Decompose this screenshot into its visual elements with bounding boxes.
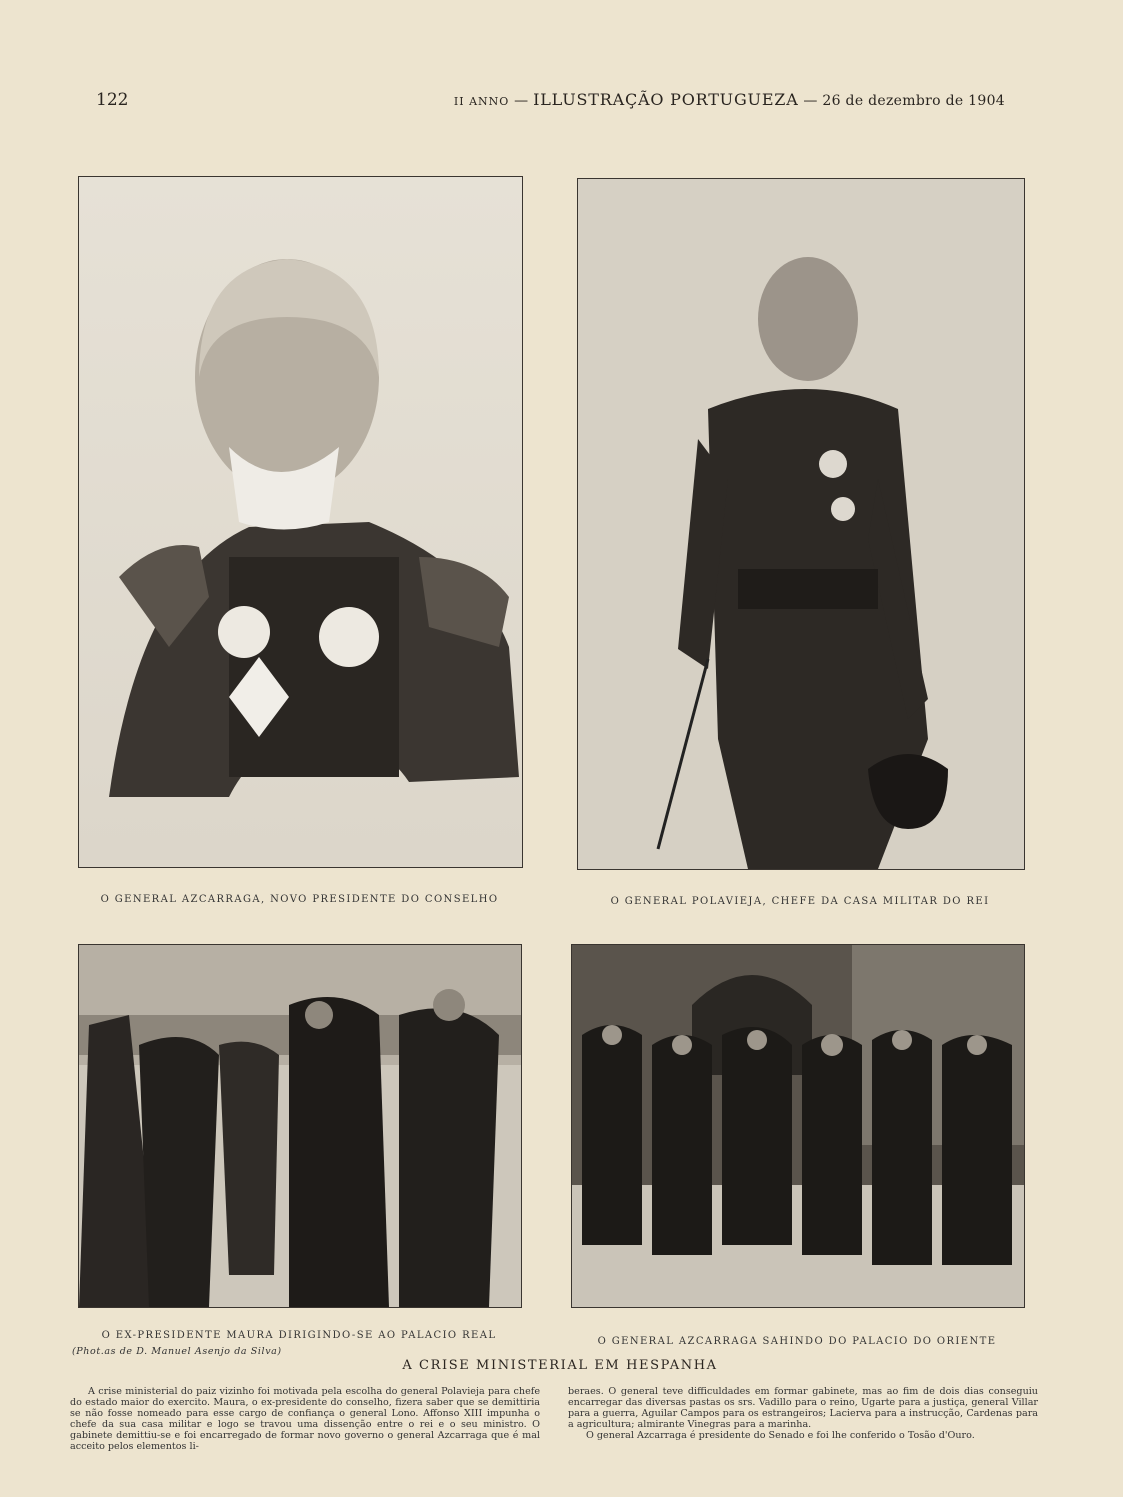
- article-paragraph: beraes. O general teve difficuldades em formar gabinete, mas ao fim de dois dias conseguiu encarregar das diversas pastas os srs. Vadillo para o reino, Ugarte para a justiça, general Villar para a guerra, Aguilar Campos para os estrangeiros; Lacierva para a instrucção, Cardenas para a agricultura; almirante Vinegras para a marinha.: [568, 1386, 1038, 1430]
- photo-azcarraga-palace-image: [572, 945, 1024, 1307]
- photo-credit: (Phot.as de D. Manuel Asenjo da Silva): [72, 1346, 282, 1357]
- photo-polavieja: [577, 178, 1025, 870]
- caption-azcarraga: O GENERAL AZCARRAGA, NOVO PRESIDENTE DO CONSELHO: [100, 894, 499, 905]
- article-paragraph: O general Azcarraga é presidente do Senado e foi lhe conferido o Tosão d'Ouro.: [586, 1430, 975, 1441]
- portrait-azcarraga: [78, 176, 523, 868]
- photo-polavieja-image: [578, 179, 1024, 869]
- caption-maura: O EX-PRESIDENTE MAURA DIRIGINDO-SE AO PALACIO REAL: [101, 1330, 497, 1341]
- article-title: A CRISE MINISTERIAL EM HESPANHA: [402, 1358, 718, 1373]
- article-paragraph: A crise ministerial do paiz vizinho foi motivada pela escolha do general Polavieja para chefe do estado maior do exercito. Maura, o ex-presidente do conselho, fizera saber que se demittiria se não fosse nomeado para esse cargo de confiança o general Lono. Affonso XIII impunha o chefe da sua casa militar e logo se travou uma dissenção entre o rei e o seu ministro. O gabinete demittiu-se e foi encarregado de formar novo governo o general Azcarraga que é mal acceito pelos elementos li-: [70, 1386, 540, 1452]
- article-column-1: [70, 1386, 540, 1452]
- running-head: II ANNO — ILLUSTRAÇÃO PORTUGUEZA — 26 de dezembro de 1904: [453, 90, 1005, 109]
- page-number: 122: [96, 90, 129, 110]
- article-column-2: [568, 1386, 1038, 1441]
- issue-date: 26 de dezembro de 1904: [822, 93, 1005, 109]
- photo-azcarraga-palace: [571, 944, 1025, 1308]
- caption-azcarraga-palace: O GENERAL AZCARRAGA SAHINDO DO PALACIO DO ORIENTE: [597, 1336, 997, 1347]
- issue-label: II ANNO: [453, 95, 510, 108]
- publication-title: ILLUSTRAÇÃO PORTUGUEZA: [533, 90, 799, 109]
- caption-polavieja: O GENERAL POLAVIEJA, CHEFE DA CASA MILITAR DO REI: [610, 896, 990, 907]
- photo-maura-image: [79, 945, 521, 1307]
- portrait-azcarraga-drawing: [79, 177, 522, 867]
- photo-maura: [78, 944, 522, 1308]
